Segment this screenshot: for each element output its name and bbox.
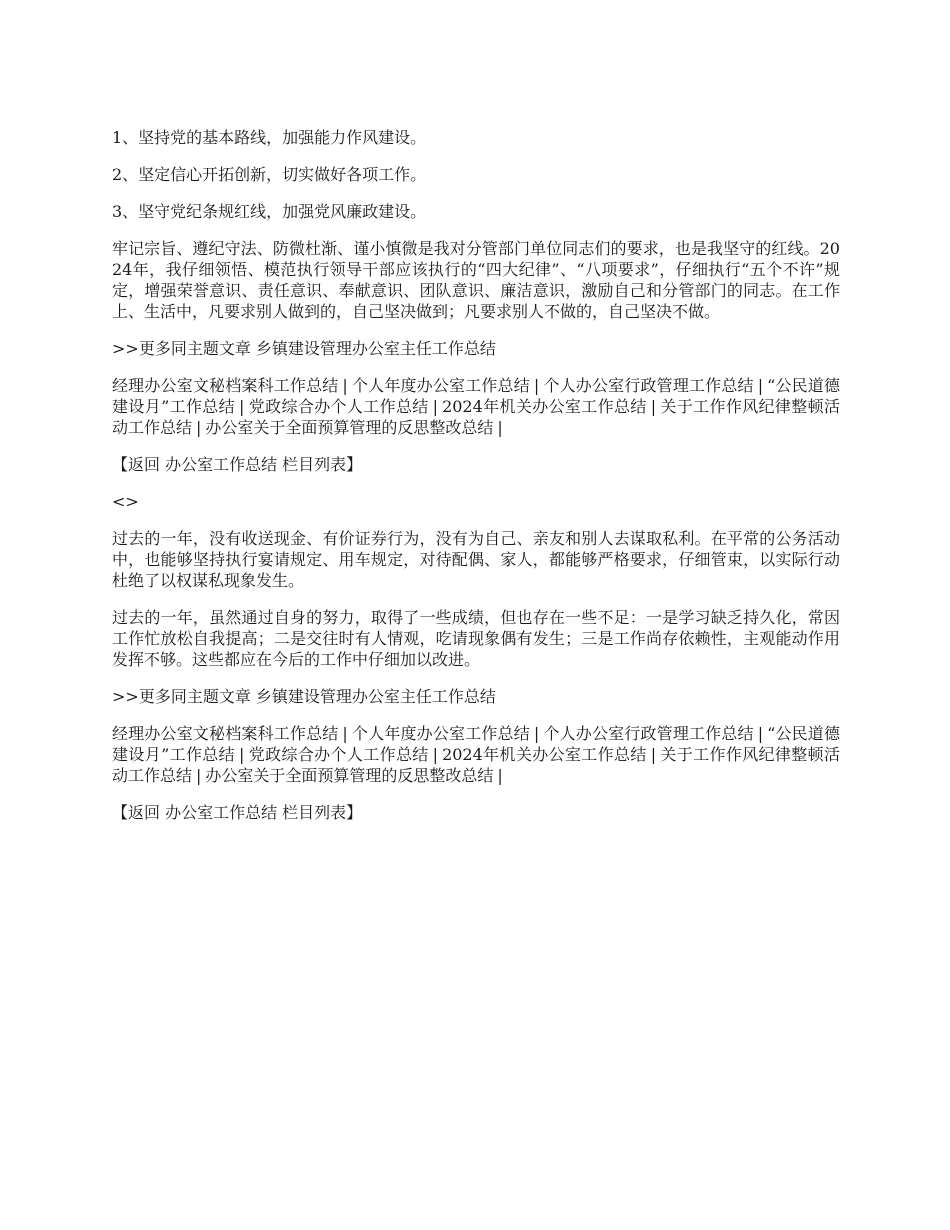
- body-paragraph: 牢记宗旨、遵纪守法、防微杜渐、谨小慎微是我对分管部门单位同志们的要求，也是我坚守的红线。2024年，我仔细领悟、模范执行领导干部应该执行的“四大纪律”、“八项要求”，仔细执行“五个不许”规定，增强荣誉意识、责任意识、奉献意识、团队意识、廉洁意识，激励自己和分管部门的同志。在工作上、生活中，凡要求别人做到的，自己坚决做到；凡要求别人不做的，自己坚决不做。: [112, 239, 840, 321]
- related-link[interactable]: 个人办公室行政管理工作总结: [543, 724, 754, 743]
- link-separator: |: [342, 376, 348, 395]
- related-link[interactable]: 个人办公室行政管理工作总结: [543, 376, 754, 395]
- link-separator: |: [757, 724, 764, 743]
- document-page: [112, 127, 840, 823]
- section-marker: <>: [112, 492, 139, 511]
- link-separator: |: [196, 766, 202, 785]
- related-link[interactable]: 党政综合办个人工作总结: [248, 745, 429, 764]
- body-paragraph: 过去的一年，虽然通过自身的努力，取得了一些成绩，但也存在一些不足：一是学习缺乏持久化，常因工作忙放松自我提高；二是交往时有人情观，吃请现象偶有发生；三是工作尚存依赖性，主观能动作用发挥不够。这些都应在今后的工作中仔细加以改进。: [112, 608, 840, 669]
- related-link[interactable]: 个人年度办公室工作总结: [351, 376, 530, 395]
- link-separator: |: [533, 376, 540, 395]
- more-articles-link[interactable]: [112, 338, 840, 359]
- link-separator: |: [342, 724, 348, 743]
- link-separator: |: [196, 418, 202, 437]
- link-separator: |: [497, 418, 503, 437]
- link-separator: |: [533, 724, 540, 743]
- back-to-list: [112, 454, 840, 475]
- related-link[interactable]: 关于工作作风纪律整顿活动工作总结: [112, 745, 840, 785]
- body-paragraph: 过去的一年，没有收送现金、有价证券行为，没有为自己、亲友和别人去谋取私利。在平常的公务活动中，也能够坚持执行宴请规定、用车规定，对待配偶、家人，都能够严格要求，仔细管束，以实际行动杜绝了以权谋私现象发生。: [112, 529, 840, 590]
- link-separator: |: [650, 397, 657, 416]
- related-link[interactable]: “公民道德建设月”工作总结: [112, 376, 840, 416]
- link-separator: |: [432, 745, 439, 764]
- related-link[interactable]: “公民道德建设月”工作总结: [112, 724, 840, 764]
- related-link[interactable]: 关于工作作风纪律整顿活动工作总结: [112, 397, 840, 437]
- link-separator: |: [650, 745, 657, 764]
- back-to-list-link[interactable]: 【返回 办公室工作总结 栏目列表】: [112, 455, 363, 474]
- list-item: 2、坚定信心开拓创新，切实做好各项工作。: [112, 165, 427, 184]
- related-links: [112, 375, 840, 438]
- list-item: 1、坚持党的基本路线，加强能力作风建设。: [112, 128, 427, 147]
- related-link[interactable]: 经理办公室文秘档案科工作总结: [112, 724, 339, 743]
- related-links: [112, 723, 840, 786]
- link-separator: |: [432, 397, 439, 416]
- back-to-list-link[interactable]: 【返回 办公室工作总结 栏目列表】: [112, 803, 363, 822]
- back-to-list: [112, 802, 840, 823]
- link-separator: |: [757, 376, 764, 395]
- related-link[interactable]: 2024年机关办公室工作总结: [442, 745, 647, 764]
- link-separator: |: [239, 745, 245, 764]
- link-separator: |: [239, 397, 245, 416]
- related-link[interactable]: 个人年度办公室工作总结: [351, 724, 530, 743]
- list-item: 3、坚守党纪条规红线，加强党风廉政建设。: [112, 202, 427, 221]
- more-articles-anchor[interactable]: >>更多同主题文章 乡镇建设管理办公室主任工作总结: [112, 339, 496, 358]
- more-articles-link[interactable]: [112, 686, 840, 707]
- related-link[interactable]: 经理办公室文秘档案科工作总结: [112, 376, 339, 395]
- related-link[interactable]: 2024年机关办公室工作总结: [442, 397, 647, 416]
- more-articles-anchor[interactable]: >>更多同主题文章 乡镇建设管理办公室主任工作总结: [112, 687, 496, 706]
- related-link[interactable]: 办公室关于全面预算管理的反思整改总结: [205, 418, 494, 437]
- link-separator: |: [497, 766, 503, 785]
- related-link[interactable]: 党政综合办个人工作总结: [248, 397, 429, 416]
- related-link[interactable]: 办公室关于全面预算管理的反思整改总结: [205, 766, 494, 785]
